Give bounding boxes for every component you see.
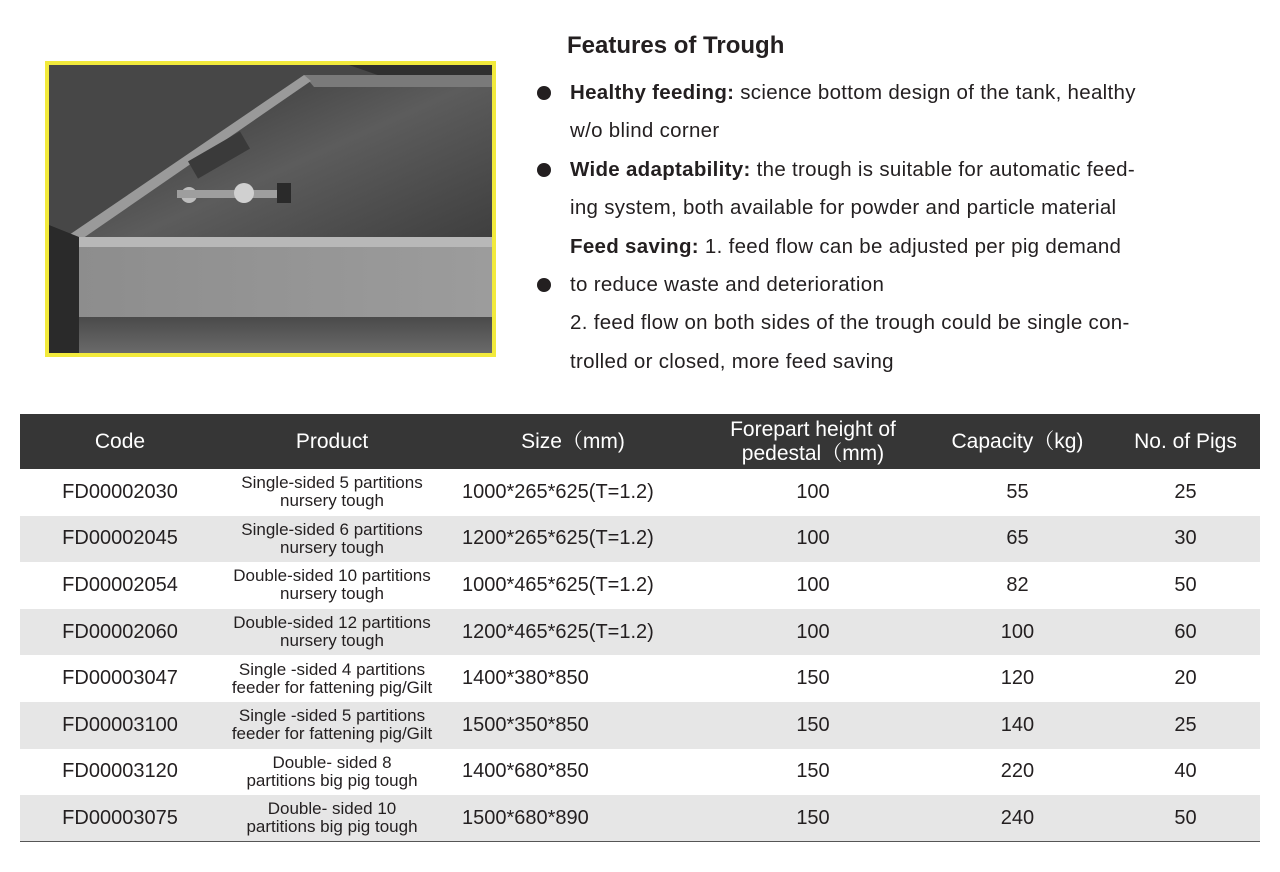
table-row xyxy=(20,609,1260,656)
cell-size: 1200*265*625(T=1.2) xyxy=(444,516,702,563)
header-size: Size（mm) xyxy=(444,414,702,469)
feature-text: 2. feed flow on both sides of the trough could be single con- xyxy=(570,311,1130,335)
cell-product xyxy=(220,795,444,842)
cell-forepart-height: 150 xyxy=(796,760,830,783)
feature-item-healthy-feeding xyxy=(533,74,1203,151)
cell-no-of-pigs: 50 xyxy=(1174,573,1197,596)
table-row xyxy=(20,562,1260,609)
feature-text: the trough is suitable for automatic feed- xyxy=(750,157,1136,181)
product-line: feeder for fattening pig/Gilt xyxy=(231,724,433,744)
feature-text: science bottom design of the tank, healthy xyxy=(734,81,1136,104)
product-line: Single -sided 4 partitions xyxy=(238,659,426,679)
cell-product xyxy=(220,609,444,656)
cell-no-of-pigs: 40 xyxy=(1174,760,1197,783)
feature-text: w/o blind corner xyxy=(570,119,720,143)
specification-table xyxy=(20,414,1260,842)
feature-text: ing system, both available for powder and particle material xyxy=(570,196,1117,220)
cell-code: FD00002060 xyxy=(20,609,220,656)
cell-code: FD00002045 xyxy=(20,516,220,563)
cell-capacity: 100 xyxy=(924,609,1111,656)
cell-no-of-pigs: 50 xyxy=(1111,795,1260,842)
product-line: feeder for fattening pig/Gilt xyxy=(231,677,433,697)
cell-code: FD00003100 xyxy=(20,702,220,749)
table-row xyxy=(20,795,1260,842)
bullet-icon xyxy=(537,163,551,177)
cell-capacity: 120 xyxy=(1000,667,1035,690)
table-row xyxy=(20,469,1260,516)
cell-forepart-height: 100 xyxy=(796,573,830,596)
header-no-of-pigs: No. of Pigs xyxy=(1111,414,1260,469)
product-line: Double- sided 8 xyxy=(272,752,392,772)
header-product: Product xyxy=(220,414,444,469)
product-line: partitions big pig tough xyxy=(246,817,418,837)
cell-product xyxy=(220,702,444,749)
product-line: partitions big pig tough xyxy=(246,770,418,790)
cell-product xyxy=(220,562,444,609)
feature-label: Feed saving: xyxy=(570,234,699,258)
cell-forepart-height: 100 xyxy=(702,609,924,656)
feature-text: to reduce waste and deterioration xyxy=(570,273,885,297)
feature-text: 1. feed flow can be adjusted per pig demand xyxy=(698,234,1122,258)
cell-product xyxy=(220,655,444,702)
cell-no-of-pigs: 20 xyxy=(1174,667,1197,690)
table-row xyxy=(20,702,1260,749)
table-row xyxy=(20,655,1260,702)
header-capacity: Capacity（kg) xyxy=(924,414,1111,469)
cell-code: FD00003047 xyxy=(62,667,178,690)
product-photo xyxy=(45,61,496,357)
cell-forepart-height: 150 xyxy=(702,795,924,842)
bullet-icon xyxy=(537,278,551,292)
cell-size: 1500*350*850 xyxy=(444,702,702,749)
features-title: Features of Trough xyxy=(567,32,785,59)
trough-photo-illustration xyxy=(49,65,492,353)
product-line: Single-sided 5 partitions xyxy=(241,473,423,493)
cell-product xyxy=(220,469,444,516)
bullet-icon xyxy=(537,86,551,100)
product-line: nursery tough xyxy=(280,537,384,557)
cell-product xyxy=(220,516,444,563)
cell-no-of-pigs: 25 xyxy=(1111,702,1260,749)
table-row xyxy=(20,749,1260,796)
product-line: Double-sided 12 partitions xyxy=(233,613,431,633)
cell-forepart-height: 150 xyxy=(796,667,830,690)
feature-label: Healthy feeding: xyxy=(570,81,735,104)
feature-item-feed-saving xyxy=(533,228,1203,382)
product-line: Double- sided 10 xyxy=(267,799,397,819)
cell-capacity: 140 xyxy=(924,702,1111,749)
cell-size: 1400*680*850 xyxy=(462,760,589,783)
features-list xyxy=(533,74,1203,381)
product-line: nursery tough xyxy=(280,584,384,604)
cell-forepart-height: 100 xyxy=(702,516,924,563)
feature-text: trolled or closed, more feed saving xyxy=(570,349,894,373)
product-line: Double-sided 10 partitions xyxy=(233,566,431,586)
table-row xyxy=(20,516,1260,563)
product-line: Single -sided 5 partitions xyxy=(238,706,426,726)
product-line: Single-sided 6 partitions xyxy=(241,519,423,539)
cell-size: 1000*465*625(T=1.2) xyxy=(462,573,654,596)
cell-size: 1500*680*890 xyxy=(444,795,702,842)
cell-no-of-pigs: 30 xyxy=(1111,516,1260,563)
product-line: nursery tough xyxy=(280,631,384,651)
cell-capacity: 82 xyxy=(1006,573,1029,596)
cell-size: 1000*265*625(T=1.2) xyxy=(462,480,654,503)
cell-capacity: 65 xyxy=(924,516,1111,563)
cell-no-of-pigs: 25 xyxy=(1174,480,1197,503)
cell-capacity: 240 xyxy=(924,795,1111,842)
header-code: Code xyxy=(20,414,220,469)
cell-code: FD00003120 xyxy=(62,760,178,783)
table-header-row xyxy=(20,414,1260,469)
product-line: nursery tough xyxy=(280,491,384,511)
header-forepart-height: Forepart height of pedestal（mm) xyxy=(702,414,924,469)
cell-size: 1400*380*850 xyxy=(462,667,589,690)
cell-code: FD00003075 xyxy=(20,795,220,842)
cell-size: 1200*465*625(T=1.2) xyxy=(444,609,702,656)
cell-no-of-pigs: 60 xyxy=(1111,609,1260,656)
feature-label: Wide adaptability: xyxy=(570,157,751,181)
cell-product xyxy=(220,749,444,796)
cell-forepart-height: 100 xyxy=(796,480,830,503)
cell-capacity: 55 xyxy=(1006,480,1029,503)
feature-item-wide-adaptability xyxy=(533,151,1203,228)
cell-capacity: 220 xyxy=(1000,760,1035,783)
cell-code: FD00002030 xyxy=(62,480,178,503)
cell-forepart-height: 150 xyxy=(702,702,924,749)
cell-code: FD00002054 xyxy=(62,573,178,596)
